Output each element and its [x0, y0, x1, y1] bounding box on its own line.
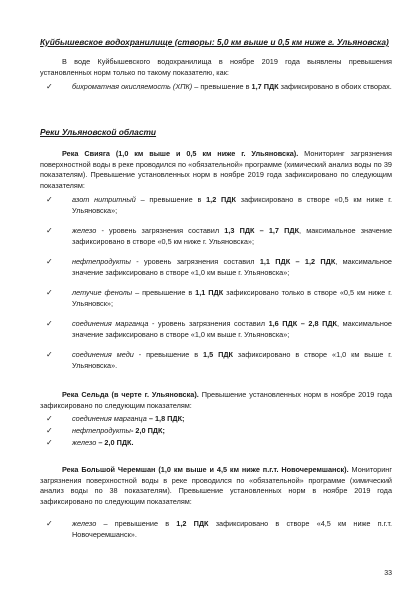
- indicator-term: бихроматная окисляемость (ХПК): [72, 82, 193, 91]
- indicator-value: 1,7 ПДК: [251, 82, 279, 91]
- sviyaga-item: ✓ азот нитритный – превышение в 1,2 ПДК зафиксировано в створе «0,5 км ниже г. Ульяновска»;: [46, 195, 392, 215]
- sviyaga-item: ✓ соединения марганца - уровень загрязнения составил 1,6 ПДК – 2,8 ПДК, максимальное значение зафиксировано в створе «1,0 км выше г. Ульяновска»;: [46, 319, 392, 339]
- selda-paragraph: Река Сельда (в черте г. Ульяновска). Превышение установленных норм в ноябре 2019 года зафиксировано по следующим показателям:: [40, 390, 393, 410]
- checkmark-icon: ✓: [46, 438, 53, 447]
- sviyaga-item: ✓ нефтепродукты - уровень загрязнения составил 1,1 ПДК – 1,2 ПДК, максимальное значение зафиксировано в створе «1,0 км выше г. Ульяновска»;: [46, 257, 392, 277]
- checkmark-icon: ✓: [46, 226, 53, 235]
- sviyaga-lead: Река Свияга (1,0 км выше и 0,5 км ниже г. Ульяновска).: [62, 149, 299, 158]
- cheremshan-item: ✓ железо – превышение в 1,2 ПДК зафиксировано в створе «4,5 км ниже п.г.т. Новочеремшанск».: [46, 519, 392, 539]
- page-number: 33: [384, 570, 392, 577]
- checkmark-icon: ✓: [46, 288, 53, 297]
- section-heading: Реки Ульяновской области: [40, 127, 157, 137]
- reservoir-paragraph: В воде Куйбышевского водохранилища в ноябре 2019 года выявлены превышения установленных норм только по такому показателю, как:: [40, 57, 392, 77]
- checkmark-icon: ✓: [46, 195, 53, 204]
- checkmark-icon: ✓: [46, 350, 53, 359]
- selda-item: ✓ нефтепродукты- 2,0 ПДК;: [46, 426, 165, 435]
- cheremshan-lead: Река Большой Черемшан (1,0 км выше и 4,5 км ниже п.г.т. Новочеремшанск).: [62, 465, 349, 474]
- selda-item: ✓ железо – 2,0 ПДК.: [46, 438, 134, 447]
- reservoir-heading: Куйбышевское водохранилище (створы: 5,0 км выше и 0,5 км ниже г. Ульяновска): [40, 37, 389, 47]
- checkmark-icon: ✓: [46, 319, 53, 328]
- reservoir-item: ✓ бихроматная окисляемость (ХПК) – превышение в 1,7 ПДК зафиксировано в обоих створах.: [46, 82, 392, 91]
- checkmark-icon: ✓: [46, 82, 53, 91]
- sviyaga-item: ✓ летучие фенолы – превышение в 1,1 ПДК зафиксировано только в створе «0,5 км ниже г. Ульяновск»;: [46, 288, 392, 308]
- sviyaga-item: ✓ соединения меди - превышение в 1,5 ПДК зафиксировано в створе «1,0 км выше г. Ульяновска».: [46, 350, 393, 370]
- sviyaga-paragraph: Река Свияга (1,0 км выше и 0,5 км ниже г. Ульяновска). Мониторинг загрязнения поверхностной воды в реке проводился по «обязательной» программе (химический анализ воды по 39 показателям). Превышение установленных норм в ноябре 2019 года зафиксировано по следующим показателям:: [40, 149, 393, 190]
- selda-item: ✓ соединения марганца – 1,8 ПДК;: [46, 414, 185, 423]
- selda-lead: Река Сельда (в черте г. Ульяновска).: [62, 390, 199, 399]
- checkmark-icon: ✓: [46, 257, 53, 266]
- checkmark-icon: ✓: [46, 426, 53, 435]
- sviyaga-item: ✓ железо - уровень загрязнения составил 1,3 ПДК – 1,7 ПДК, максимальное значение зафиксировано в створе «0,5 км ниже г. Ульяновска»;: [46, 226, 393, 246]
- checkmark-icon: ✓: [46, 414, 53, 423]
- checkmark-icon: ✓: [46, 519, 53, 528]
- cheremshan-paragraph: Река Большой Черемшан (1,0 км выше и 4,5 км ниже п.г.т. Новочеремшанск). Мониторинг загрязнения поверхностной воды в реке проводился по «обязательной» программе (химический анализ воды по 38 показателям). Превышение установленных норм в ноябре 2019 года зафиксировано по следующим показателям:: [40, 465, 393, 506]
